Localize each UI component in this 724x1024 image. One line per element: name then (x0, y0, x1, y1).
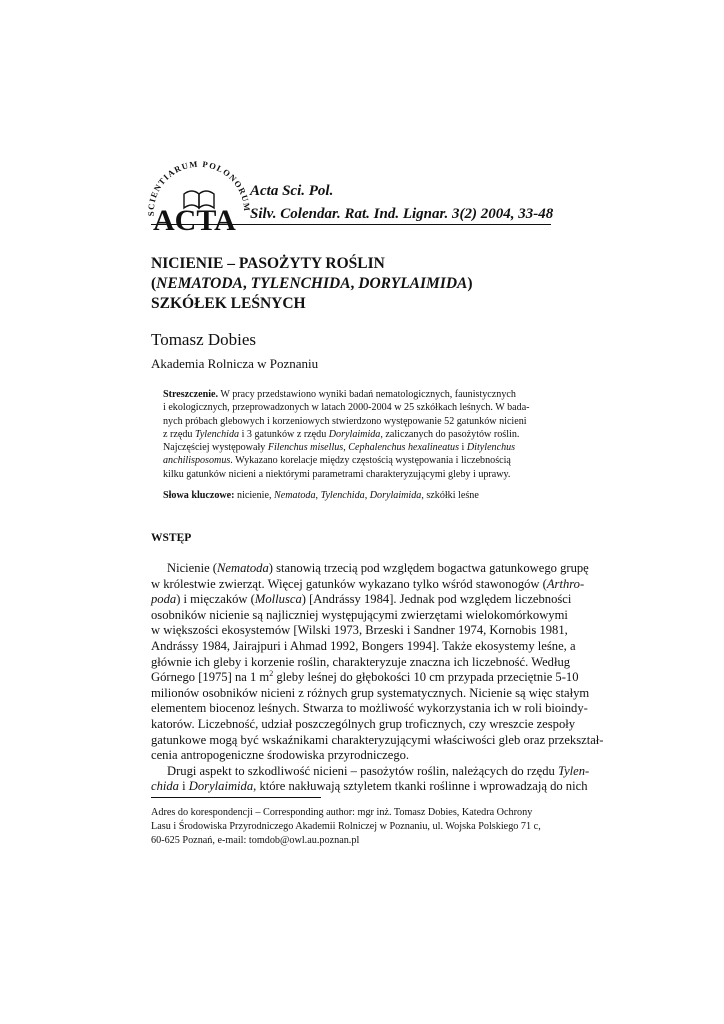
journal-logo (140, 150, 260, 232)
body-line: cenia antropogeniczne środowiska przyrodniczego. (151, 748, 410, 763)
body-line: Górnego [1975] na 1 $m^2$ gleby leśnej do głębokości 10 cm przypada przeciętnie 5-10 (151, 668, 579, 685)
author-name: Tomasz Dobies (151, 330, 257, 349)
body-line: poda) i mięczaków (Mollusca) [Andrássy 1984]. Jednak pod względem liczebności (151, 592, 572, 607)
correspondence-footnote (151, 806, 573, 848)
header-rule (151, 224, 551, 225)
body-line: głównie ich gleby i korzenie roślin, charakteryzuje znaczna ich liczebność. Według (151, 654, 571, 669)
title-line-1: NICIENIE – PASOŻYTY ROŚLIN (151, 255, 385, 272)
body-line: Drugi aspekt to szkodliwość nicieni – pasożytów roślin, należących do rzędu Tylen- (167, 763, 590, 778)
body-line: gatunkowe mogą być wskaźnikami charakteryzującymi właściwości gleb oraz przekształ- (151, 732, 604, 747)
title-line-3: SZKÓŁEK LEŚNYCH (151, 295, 306, 312)
body-line: katorów. Liczebność, udział poszczególnych grup troficznych, czy wreszcie zespoły (151, 716, 576, 731)
logo-acta-word: ACTA (153, 204, 236, 232)
journal-series: Silv. Colendar. Rat. Ind. Lignar. 3(2) 2004, 33-48 (250, 206, 554, 222)
abstract-line: anchilisposomus. Wykazano korelacje między częstością występowania i liczebnością (163, 455, 511, 467)
abstract-line: nych próbach glebowych i korzeniowych stwierdzono występowanie 52 gatunków nicieni (163, 415, 527, 427)
footnote-line: Lasu i Środowiska Przyrodniczego Akademii Rolniczej w Poznaniu, ul. Wojska Polskiego 71 c, (151, 821, 541, 832)
author-affiliation: Akademia Rolnicza w Poznaniu (151, 356, 319, 371)
abstract (163, 388, 561, 481)
footnote-line: Adres do korespondencji – Corresponding author: mgr inż. Tomasz Dobies, Katedra Ochrony (151, 807, 533, 818)
body-line: osobników nicienie są najliczniej występującymi zwierzętami wielokomórkowymi (151, 607, 568, 622)
footnote-rule (151, 797, 321, 798)
body-line: Andrássy 1984, Jairajpuri i Ahmad 1992, Bongers 1994]. Także ekosystemy leśne, a (151, 638, 576, 653)
keywords: Słowa kluczowe: nicienie, Nematoda, Tylenchida, Dorylaimida, szkółki leśne (163, 490, 479, 501)
body-line: w królestwie zwierząt. Więcej gatunków wykazano tylko wśród stawonogów (Arthro- (151, 576, 585, 591)
body-line: w większości ekosystemów [Wilski 1973, Brzeski i Sandner 1974, Kornobis 1981, (151, 623, 568, 638)
abstract-line: Streszczenie. W pracy przedstawiono wyniki badań nematologicznych, faunistycznych (163, 389, 516, 400)
logo-arc-text: SCIENTIARUM POLONORUM (145, 158, 253, 217)
abstract-line: z rzędu Tylenchida i 3 gatunków z rzędu Dorylaimida, zaliczanych do pasożytów roślin. (163, 428, 520, 440)
body-line: milionów osobników nicieni z różnych grup systematycznych. Nicienie są więc stałym (151, 685, 590, 700)
body-line: Nicienie (Nematoda) stanowią trzecią pod względem bogactwa gatunkowego grupę (167, 561, 589, 575)
journal-name: Acta Sci. Pol. (250, 183, 334, 199)
title-line-2: (NEMATODA, TYLENCHIDA, DORYLAIMIDA) (151, 275, 473, 292)
body-line: chida i Dorylaimida, które nakłuwają sztyletem tkanki roślinne i wprowadzają do nich (151, 779, 588, 794)
abstract-line: i ekologicznych, przeprowadzonych w latach 2000-2004 w 25 szkółkach leśnych. W bada- (163, 402, 530, 414)
abstract-line: kilku gatunków nicieni a niektórymi parametrami charakteryzującymi gleby i uprawy. (163, 468, 511, 480)
abstract-line: Najczęściej występowały Filenchus misellus, Cephalenchus hexalineatus i Ditylenchus (163, 442, 516, 454)
body-line: elementem biocenoz leśnych. Stwarza to możliwość wykorzystania ich w roli bioindy- (151, 701, 588, 716)
footnote-line: 60-625 Poznań, e-mail: tomdob@owl.au.poznan.pl (151, 835, 360, 846)
section-heading: WSTĘP (151, 532, 192, 544)
article-title (151, 254, 571, 314)
body-text (151, 561, 604, 795)
